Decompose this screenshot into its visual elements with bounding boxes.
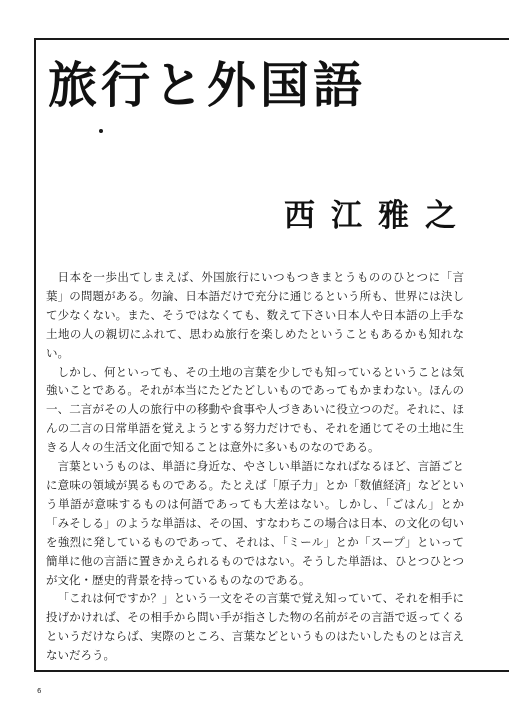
page-number: 6 (37, 687, 42, 695)
paragraph: 日本を一歩出てしまえば、外国旅行にいつもつきまとうもののひとつに「言葉」の問題がある。勿論、日本語だけで充分に通じるという所も、世界には決して少なくない。また、そうではなくても、数えて下さい日本人や日本語の上手な土地の人の親切にふれて、思わぬ旅行を楽しめたということもあるかも知れない。 (46, 270, 464, 360)
author-name: 西江雅之 (284, 198, 472, 234)
paragraph: しかし、何といっても、その土地の言葉を少しでも知っているということは気強いことである。それが本当にたどたどしいものであってもかまわない。ほんの一、二言がその人の旅行中の移動や食事や人づきあいに役立つのだ。それに、ほんの二言の日常単語を覚えようとする努力だけでも、それを通じてその土地に生きる人々の生活文化面で知ることは意外に多いものなのである。 (46, 364, 464, 455)
article-title: 旅行と外国語 (48, 57, 367, 114)
paragraph: 言葉というものは、単語に身近な、やさしい単語になればなるほど、言語ごとに意味の領域が異るものである。たとえば「原子力」とか「数値経済」などという単語が意味するものは何語であっても大差はない。しかし、「ごはん」とか「みそしる」のような単語は、その国、すなわちこの場合は日本、の文化の匂いを強烈に発しているものであって、それは、「ミール」とか「スープ」といって簡単に他の言語に置きかえられるものではない。そうした単語は、ひとつひとつが文化・歴史的背景を持っているものなのである。 (46, 459, 464, 587)
frame-border-left (34, 38, 36, 670)
frame-border-bottom (34, 670, 509, 672)
article-body (46, 268, 464, 665)
paragraph: 「これは何ですか？」という一文をその言葉で覚え知っていて、それを相手に投げかければ、その相手から問い手が指さした物の名前がその言語で返ってくるというだけならば、実際のところ、言葉などというものはたいしたものとは言えないだろう。 (46, 591, 464, 663)
bullet-dot (99, 129, 103, 133)
frame-border-top (34, 38, 509, 40)
